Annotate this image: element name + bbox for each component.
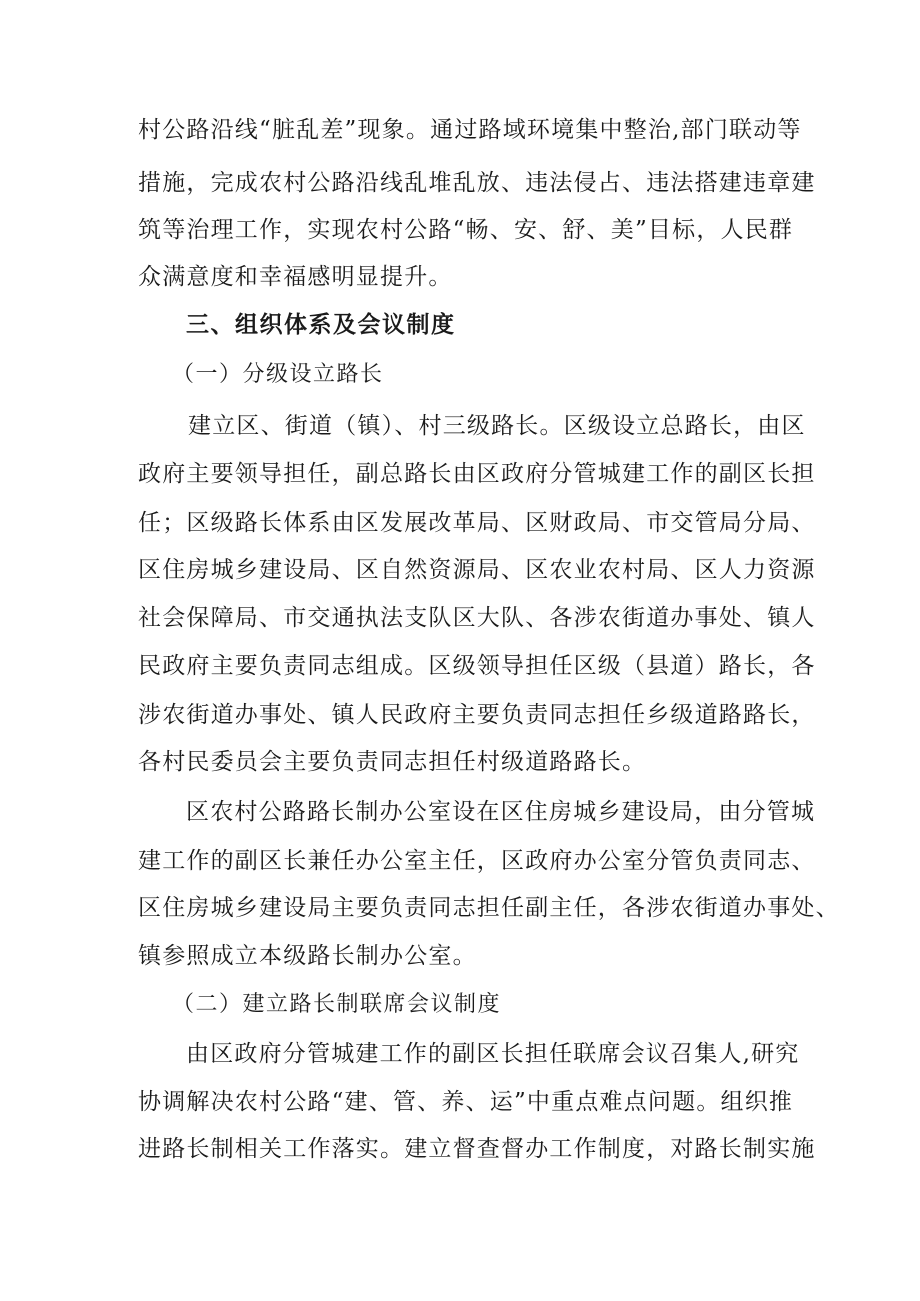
paragraph-line: 建工作的副区长兼任办公室主任，区政府办公室分管负责同志、 xyxy=(138,848,816,874)
paragraph-line: 措施，完成农村公路沿线乱堆乱放、违法侵占、违法搭建违章建 xyxy=(138,170,816,196)
paragraph-line: 涉农街道办事处、镇人民政府主要负责同志担任乡级道路路长， xyxy=(138,702,816,728)
paragraph-line: 筑等治理工作，实现农村公路“畅、安、舒、美”目标，人民群 xyxy=(138,217,794,243)
paragraph-line: 区住房城乡建设局主要负责同志担任副主任，各涉农街道办事处、 xyxy=(138,895,840,921)
paragraph-line: 协调解决农村公路“建、管、养、运”中重点难点问题。组织推 xyxy=(138,1089,794,1115)
paragraph-line: 政府主要领导担任，副总路长由区政府分管城建工作的副区长担 xyxy=(138,461,816,487)
paragraph-line: 镇参照成立本级路长制办公室。 xyxy=(138,943,477,969)
paragraph-line: 任；区级路长体系由区发展改革局、区财政局、市交管局分局、 xyxy=(138,510,816,536)
paragraph-line: 社会保障局、市交通执法支队区大队、各涉农街道办事处、镇人 xyxy=(138,605,816,631)
paragraph-line: 建立区、街道（镇）、村三级路长。区级设立总路长，由区 xyxy=(188,413,806,439)
paragraph-line: 进路长制相关工作落实。建立督查督办工作制度，对路长制实施 xyxy=(138,1136,816,1162)
subsection-heading: （一）分级设立路长 xyxy=(172,362,384,387)
paragraph-line: 各村民委员会主要负责同志担任村级道路路长。 xyxy=(138,749,647,775)
paragraph-line: 村公路沿线“脏乱差”现象。通过路域环境集中整治,部门联动等 xyxy=(138,117,802,143)
paragraph-line: 民政府主要负责同志组成。区级领导担任区级（县道）路长，各 xyxy=(138,653,816,679)
subsection-heading: （二）建立路长制联席会议制度 xyxy=(172,992,502,1017)
paragraph-line: 区农村公路路长制办公室设在区住房城乡建设局，由分管城 xyxy=(186,799,816,825)
paragraph-line: 由区政府分管城建工作的副区长担任联席会议召集人,研究 xyxy=(186,1041,800,1067)
section-heading: 三、组织体系及会议制度 xyxy=(186,312,456,338)
paragraph-line: 区住房城乡建设局、区自然资源局、区农业农村局、区人力资源 xyxy=(138,557,816,583)
paragraph-line: 众满意度和幸福感明显提升。 xyxy=(138,264,453,290)
